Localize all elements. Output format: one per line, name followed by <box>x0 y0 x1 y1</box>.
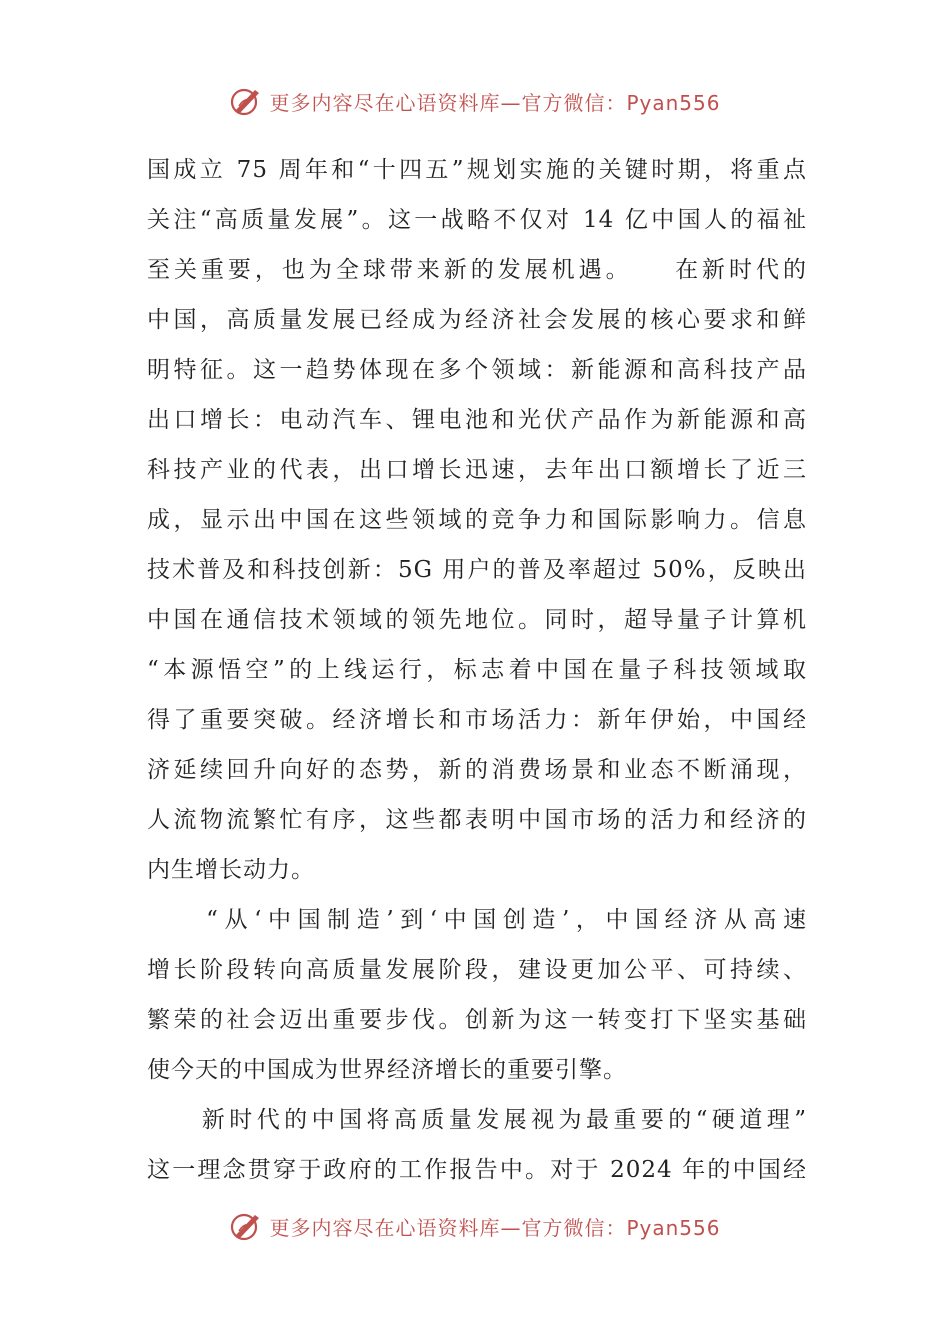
text-line: 出口增长：电动汽车、锂电池和光伏产品作为新能源和高 <box>147 407 807 433</box>
text-line: 至关重要，也为全球带来新的发展机遇。 在新时代的 <box>147 257 807 283</box>
text-line: 繁荣的社会迈出重要步伐。创新为这一转变打下坚实基础 <box>147 1007 807 1033</box>
text-line: 关注“高质量发展”。这一战略不仅对 14 亿中国人的福祉 <box>147 207 807 233</box>
footer-watermark <box>0 1209 950 1243</box>
text-line: 新时代的中国将高质量发展视为最重要的“硬道理” <box>147 1107 807 1133</box>
text-line: “本源悟空”的上线运行，标志着中国在量子科技领域取 <box>147 657 807 683</box>
text-line: 使今天的中国成为世界经济增长的重要引擎。 <box>147 1057 627 1083</box>
watermark-text: 更多内容尽在心语资料库—官方微信：Pyan556 <box>269 1215 721 1240</box>
text-line: 得了重要突破。经济增长和市场活力：新年伊始，中国经 <box>147 707 807 733</box>
text-line: 中国在通信技术领域的领先地位。同时，超导量子计算机 <box>147 607 807 633</box>
text-line: “从‘中国制造’到‘中国创造’，中国经济从高速 <box>147 907 807 933</box>
pen-seal-icon <box>229 84 263 118</box>
document-body <box>147 145 807 1195</box>
text-line: 国成立 75 周年和“十四五”规划实施的关键时期，将重点 <box>147 157 807 183</box>
text-line: 明特征。这一趋势体现在多个领域：新能源和高科技产品 <box>147 357 807 383</box>
watermark-text: 更多内容尽在心语资料库—官方微信：Pyan556 <box>269 90 721 115</box>
text-line: 科技产业的代表，出口增长迅速，去年出口额增长了近三 <box>147 457 807 483</box>
text-line: 成，显示出中国在这些领域的竞争力和国际影响力。信息 <box>147 507 807 533</box>
text-line: 这一理念贯穿于政府的工作报告中。对于 2024 年的中国经 <box>147 1157 807 1183</box>
text-line: 技术普及和科技创新：5G 用户的普及率超过 50%，反映出 <box>147 557 807 583</box>
text-line: 中国，高质量发展已经成为经济社会发展的核心要求和鲜 <box>147 307 807 333</box>
header-watermark <box>0 84 950 118</box>
text-line: 增长阶段转向高质量发展阶段，建设更加公平、可持续、 <box>147 957 807 983</box>
text-line: 人流物流繁忙有序，这些都表明中国市场的活力和经济的 <box>147 807 807 833</box>
pen-seal-icon <box>229 1209 263 1243</box>
text-line: 济延续回升向好的态势，新的消费场景和业态不断涌现， <box>147 757 807 783</box>
text-line: 内生增长动力。 <box>147 857 315 883</box>
